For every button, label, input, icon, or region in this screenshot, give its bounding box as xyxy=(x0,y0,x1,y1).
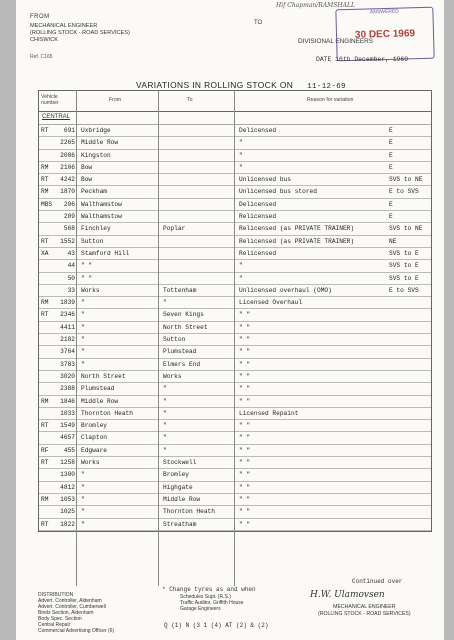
col-vehicle: Vehicle number xyxy=(41,94,59,106)
reason-cell: Unlicensed bus stored xyxy=(239,188,317,196)
vehicle-number: 1025 xyxy=(60,508,75,516)
column-divider xyxy=(76,90,77,586)
distribution-item: Advert. Controller, Cumberwell xyxy=(38,604,106,610)
vehicle-number: 1552 xyxy=(60,237,75,245)
table-row xyxy=(39,445,431,457)
title-date: 11-12-69 xyxy=(307,83,346,91)
reason-cell: " " xyxy=(239,471,251,479)
from-cell: " xyxy=(81,336,85,344)
reason-cell: " " xyxy=(239,385,251,393)
from-cell: " xyxy=(81,508,85,516)
from-cell: " xyxy=(81,495,85,503)
vehicle-number: 206 xyxy=(63,200,75,208)
section-label: CENTRAL xyxy=(42,114,71,120)
stamp-text: ANSWERED xyxy=(369,8,399,16)
from-cell: " xyxy=(81,311,85,319)
from-cell: Sutton xyxy=(81,237,104,245)
note-cell: E xyxy=(389,213,393,221)
reason-cell: " " xyxy=(239,323,251,331)
to-cell: " xyxy=(163,409,167,417)
from-cell: Works xyxy=(81,459,100,467)
vehicle-class: RT xyxy=(41,422,49,430)
reason-cell: Unlicensed overhaul (OMO) xyxy=(239,286,332,294)
reason-cell: Relicensed xyxy=(239,213,277,221)
vehicle-number: 1033 xyxy=(60,409,75,417)
table-row xyxy=(39,199,431,211)
reason-cell: " " xyxy=(239,446,251,454)
from-cell: Plumstead xyxy=(81,385,115,393)
to-cell: Elmers End xyxy=(163,360,201,368)
from-cell: Uxbridge xyxy=(81,127,111,134)
to-value: DIVISIONAL ENGINEERS xyxy=(298,38,374,45)
reason-cell: Delicensed xyxy=(239,200,277,208)
table-row xyxy=(39,309,431,321)
document-page xyxy=(16,0,444,640)
from-cell: Bow xyxy=(81,176,93,184)
reason-cell: " " xyxy=(239,483,251,491)
table-row xyxy=(39,506,431,518)
from-cell: " " xyxy=(81,262,93,270)
reason-cell: Relicensed (as PRIVATE TRAINER) xyxy=(239,225,355,233)
column-divider xyxy=(234,90,235,586)
note-cell: E xyxy=(389,200,393,208)
distribution-item: Body Spec. Section xyxy=(38,616,82,622)
received-stamp xyxy=(335,7,434,62)
table-row xyxy=(39,186,431,198)
table-row xyxy=(39,248,431,260)
reference: Ref. C165 xyxy=(30,54,53,60)
reason-cell: " " xyxy=(239,311,251,319)
reason-cell: " " xyxy=(239,422,251,430)
reason-cell: " xyxy=(239,151,243,159)
vehicle-number: 209 xyxy=(63,213,75,221)
from-block xyxy=(30,14,240,62)
from-line: (ROLLING STOCK - ROAD SERVICES) xyxy=(30,30,130,36)
reason-cell: " " xyxy=(239,495,251,503)
to-label: TO xyxy=(254,20,263,26)
code-line: Q (1) N (3 1 (4) AT (2) & (2) xyxy=(164,622,269,629)
reason-cell: " " xyxy=(239,520,251,528)
vehicle-number: 1870 xyxy=(60,188,75,196)
from-cell: Walthamstow xyxy=(81,200,122,208)
from-line: MECHANICAL ENGINEER xyxy=(30,23,98,29)
from-cell: Bromley xyxy=(81,422,107,430)
from-cell: Peckham xyxy=(81,188,107,196)
vehicle-number: 568 xyxy=(63,225,75,233)
table-row xyxy=(39,482,431,494)
from-cell: " xyxy=(81,360,85,368)
vehicle-number: 4812 xyxy=(60,483,75,491)
reason-cell: " " xyxy=(239,434,251,442)
vehicle-number: 2265 xyxy=(60,139,75,147)
vehicle-class: RT xyxy=(41,127,49,134)
table-row xyxy=(39,211,431,223)
table-row xyxy=(39,236,431,248)
variations-table xyxy=(38,90,432,532)
distribution-item: Binds Section, Aldenham xyxy=(38,610,94,616)
table-row xyxy=(39,260,431,272)
note-cell: E xyxy=(389,127,393,134)
vehicle-number: 1846 xyxy=(60,397,75,405)
to-cell: Poplar xyxy=(163,225,186,233)
table-row xyxy=(39,150,431,162)
vehicle-class: RM xyxy=(41,495,49,503)
distribution-extra xyxy=(180,594,244,612)
to-cell: Stockwell xyxy=(163,459,197,467)
from-cell: " " xyxy=(81,274,93,282)
vehicle-number: 455 xyxy=(63,446,75,454)
reason-cell: " " xyxy=(239,348,251,356)
vehicle-number: 4242 xyxy=(60,176,75,184)
reason-cell: Delicensed xyxy=(239,127,277,134)
tyre-note: * Change tyres as and when xyxy=(162,586,256,593)
document-date: DATE 16th December, 1969 xyxy=(316,56,409,63)
table-row xyxy=(39,273,431,285)
table-row xyxy=(39,371,431,383)
to-cell: Middle Row xyxy=(163,495,201,503)
from-cell: " xyxy=(81,348,85,356)
title-text: VARIATIONS IN ROLLING STOCK ON xyxy=(136,80,294,90)
reason-cell: Relicensed xyxy=(239,249,277,257)
table-row xyxy=(39,334,431,346)
vehicle-class: RM xyxy=(41,299,49,307)
vehicle-number: 1549 xyxy=(60,422,75,430)
table-row xyxy=(39,457,431,469)
table-header xyxy=(39,91,431,112)
reason-cell: Relicensed (as PRIVATE TRAINER) xyxy=(239,237,355,245)
reason-cell: " " xyxy=(239,336,251,344)
distribution-item: Schedules Supt. (R.S.) xyxy=(180,594,231,600)
reason-cell: Licensed Overhaul xyxy=(239,299,303,307)
to-cell: Highgate xyxy=(163,483,193,491)
vehicle-number: 2086 xyxy=(60,151,75,159)
continued-note: Continued over xyxy=(352,578,403,585)
from-cell: Middle Row xyxy=(81,139,119,147)
vehicle-class: RM xyxy=(41,397,49,405)
reason-cell: " xyxy=(239,274,243,282)
vehicle-number: 1053 xyxy=(60,495,75,503)
from-cell: Works xyxy=(81,286,100,294)
from-label: FROM xyxy=(30,14,50,20)
vehicle-number: 50 xyxy=(67,274,75,282)
reason-cell: " " xyxy=(239,372,251,380)
table-row xyxy=(39,162,431,174)
note-cell: NE xyxy=(389,237,397,245)
reason-cell: " xyxy=(239,139,243,147)
from-cell: Edgware xyxy=(81,446,107,454)
from-cell: " xyxy=(81,520,85,528)
to-cell: " xyxy=(163,397,167,405)
col-reason: Reason for variation xyxy=(307,97,354,103)
note-cell: E to SVS xyxy=(389,286,419,294)
reason-cell: " " xyxy=(239,459,251,467)
table-row xyxy=(39,322,431,334)
to-cell: Seven Kings xyxy=(163,311,204,319)
col-from: From xyxy=(109,97,122,103)
table-row xyxy=(39,346,431,358)
table-row xyxy=(39,383,431,395)
vehicle-number: 4411 xyxy=(60,323,75,331)
reason-cell: Unlicensed bus xyxy=(239,176,291,184)
vehicle-class: RT xyxy=(41,176,49,184)
table-row xyxy=(39,494,431,506)
from-cell: " xyxy=(81,483,85,491)
vehicle-number: 1822 xyxy=(60,520,75,528)
note-cell: E xyxy=(389,163,393,171)
to-cell: Plumstead xyxy=(163,348,197,356)
reason-cell: " xyxy=(239,262,243,270)
section-heading xyxy=(39,112,431,125)
table-row xyxy=(39,469,431,481)
vehicle-number: 3020 xyxy=(60,372,75,380)
signatory-line: MECHANICAL ENGINEER xyxy=(333,604,396,610)
note-cell: SVS to NE xyxy=(389,225,423,233)
from-cell: " xyxy=(81,471,85,479)
table-body xyxy=(39,125,431,531)
vehicle-number: 2346 xyxy=(60,311,75,319)
vehicle-class: RT xyxy=(41,237,49,245)
note-cell: E to SVS xyxy=(389,188,419,196)
signatory-title xyxy=(318,604,411,618)
vehicle-number: 33 xyxy=(67,286,75,294)
table-row xyxy=(39,359,431,371)
table-row xyxy=(39,432,431,444)
vehicle-class: RM xyxy=(41,188,49,196)
note-cell: E xyxy=(389,139,393,147)
table-row xyxy=(39,137,431,149)
table-row xyxy=(39,396,431,408)
table-row xyxy=(39,408,431,420)
to-cell: " xyxy=(163,434,167,442)
vehicle-class: RT xyxy=(41,520,49,528)
from-cell: Bow xyxy=(81,163,93,171)
table-row xyxy=(39,297,431,309)
note-cell: SVS to E xyxy=(389,262,419,270)
from-cell: Finchley xyxy=(81,225,111,233)
vehicle-class: RT xyxy=(41,311,49,319)
stamp-date: 30 DEC 1969 xyxy=(354,28,416,41)
vehicle-number: 3764 xyxy=(60,348,75,356)
vehicle-number: 4657 xyxy=(60,434,75,442)
vehicle-number: 2388 xyxy=(60,385,75,393)
from-cell: Stamford Hill xyxy=(81,249,130,257)
to-cell: Sutton xyxy=(163,336,186,344)
reason-cell: " " xyxy=(239,360,251,368)
table-row xyxy=(39,223,431,235)
from-cell: Walthamstow xyxy=(81,213,122,221)
vehicle-number: 3783 xyxy=(60,360,75,368)
reason-cell: Licensed Repaint xyxy=(239,409,299,417)
to-cell: Streatham xyxy=(163,520,197,528)
reason-cell: " " xyxy=(239,508,251,516)
table-row xyxy=(39,285,431,297)
vehicle-number: 691 xyxy=(63,127,75,134)
to-cell: " xyxy=(163,385,167,393)
vehicle-number: 1300 xyxy=(60,471,75,479)
table-row xyxy=(39,125,431,137)
to-cell: " xyxy=(163,299,167,307)
from-cell: " xyxy=(81,299,85,307)
column-divider xyxy=(158,90,159,586)
distribution-label: DISTRIBUTION xyxy=(38,592,74,598)
table-row xyxy=(39,519,431,531)
distribution-item: Garage Engineers xyxy=(180,606,221,612)
distribution-item: Central Repair xyxy=(38,622,71,628)
table-row xyxy=(39,420,431,432)
reason-cell: " xyxy=(239,163,243,171)
from-cell: Kingston xyxy=(81,151,111,159)
vehicle-class: XA xyxy=(41,249,49,257)
to-cell: Thornton Heath xyxy=(163,508,215,516)
note-cell: SVS to E xyxy=(389,274,419,282)
vehicle-class: RM xyxy=(41,163,49,171)
to-cell: North Street xyxy=(163,323,208,331)
note-cell: SVS to E xyxy=(389,249,419,257)
vehicle-number: 1839 xyxy=(60,299,75,307)
table-row xyxy=(39,174,431,186)
to-cell: " xyxy=(163,422,167,430)
vehicle-class: RF xyxy=(41,446,49,454)
vehicle-number: 1258 xyxy=(60,459,75,467)
distribution-item: Advert. Controller, Aldenham xyxy=(38,598,102,604)
note-cell: SVS to NE xyxy=(389,176,423,184)
to-cell: Bromley xyxy=(163,471,189,479)
vehicle-number: 44 xyxy=(67,262,75,270)
col-to: To xyxy=(187,97,193,103)
vehicle-number: 2106 xyxy=(60,163,75,171)
from-cell: Middle Row xyxy=(81,397,119,405)
from-cell: Thornton Heath xyxy=(81,409,133,417)
footer xyxy=(32,578,432,640)
vehicle-number: 43 xyxy=(67,249,75,257)
signatory-line: (ROLLING STOCK - ROAD SERVICES) xyxy=(318,611,411,617)
from-cell: Clapton xyxy=(81,434,107,442)
signature: H.W. Ulamovsen xyxy=(310,590,385,600)
from-cell: " xyxy=(81,323,85,331)
distribution-item: Commercial Advertising Officer (6) xyxy=(38,628,115,634)
note-cell: E xyxy=(389,151,393,159)
from-cell: North Street xyxy=(81,372,126,380)
to-cell: Tottenham xyxy=(163,286,197,294)
vehicle-number: 2182 xyxy=(60,336,75,344)
vehicle-class: MBS xyxy=(41,200,53,208)
distribution-list xyxy=(38,592,114,634)
handwritten-note: Hif Chapman/RAMSHALL xyxy=(276,2,355,9)
distribution-item: Traffic Auditor, Griffith House xyxy=(180,600,244,606)
to-cell: " xyxy=(163,446,167,454)
vehicle-class: RT xyxy=(41,459,49,467)
from-line: CHISWICK xyxy=(30,37,58,43)
reason-cell: " " xyxy=(239,397,251,405)
to-cell: Works xyxy=(163,372,182,380)
